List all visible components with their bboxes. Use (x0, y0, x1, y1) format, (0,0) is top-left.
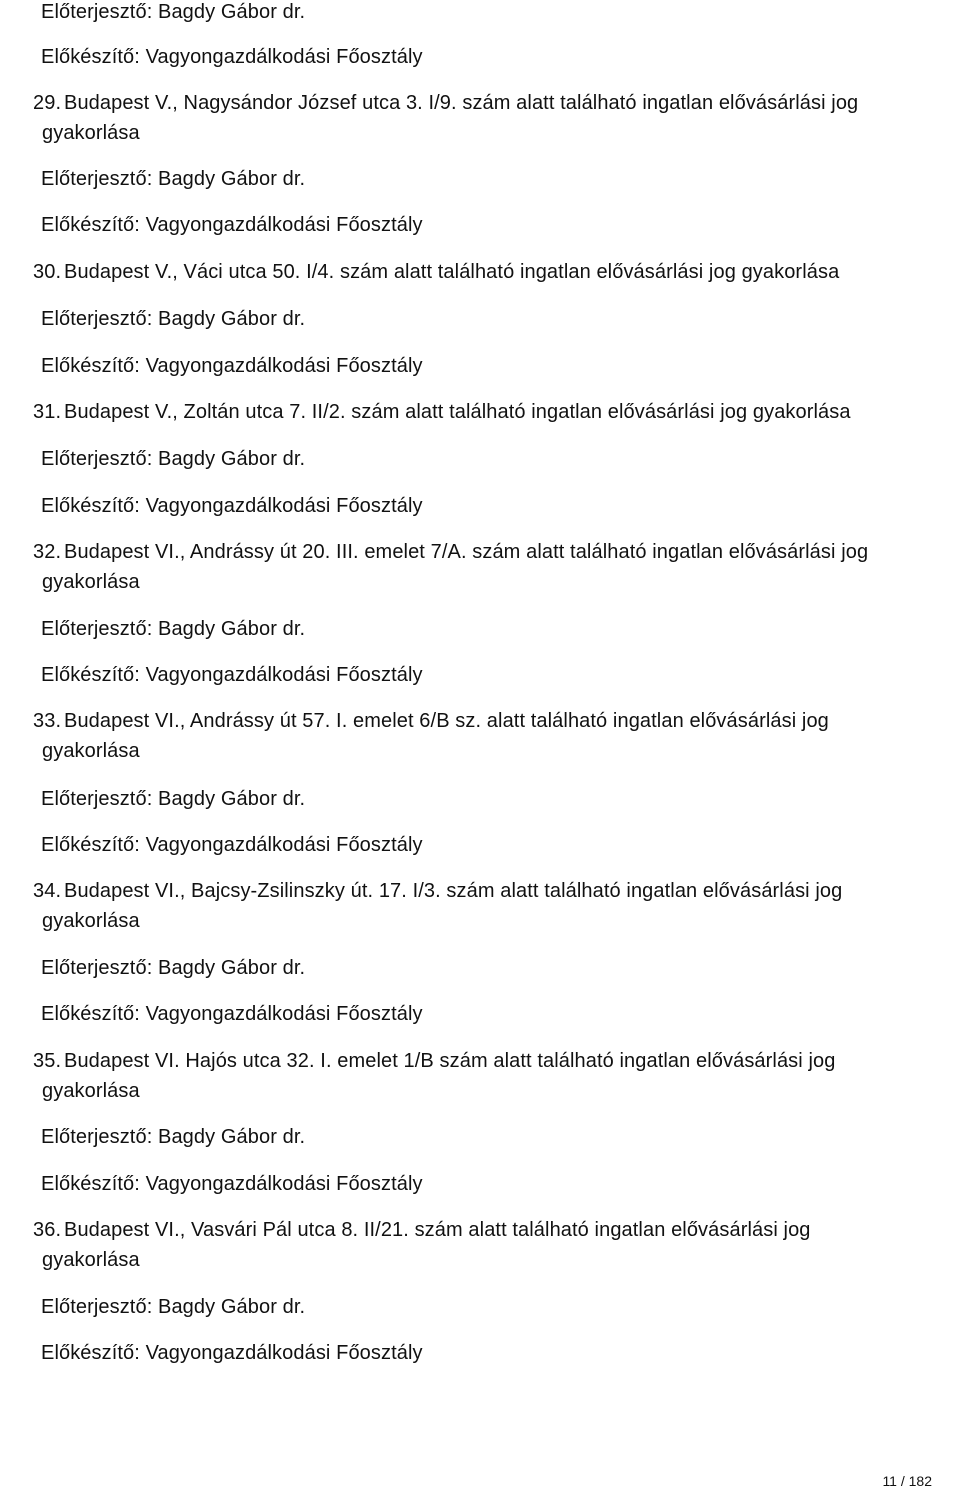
agenda-item-34 (33, 876, 913, 936)
item-title-continuation: gyakorlása (42, 571, 140, 593)
item-35-eloterjeszto: Előterjesztő: Bagdy Gábor dr. (41, 1126, 306, 1148)
item-36-elokeszito: Előkészítő: Vagyongazdálkodási Főosztály (41, 1342, 423, 1364)
item-title-continuation: gyakorlása (42, 1080, 140, 1102)
item-title: Budapest VI., Vasvári Pál utca 8. II/21. szám alatt található ingatlan elővásárlási jog (64, 1219, 811, 1241)
agenda-item-32 (33, 537, 913, 597)
item-number: 36. (33, 1219, 62, 1241)
item-number: 32. (33, 541, 62, 563)
item-30-eloterjeszto: Előterjesztő: Bagdy Gábor dr. (41, 308, 306, 330)
item-title: Budapest V., Váci utca 50. I/4. szám alatt található ingatlan elővásárlási jog gyakorlása (64, 261, 840, 283)
item-33-eloterjeszto: Előterjesztő: Bagdy Gábor dr. (41, 788, 306, 810)
item-title: Budapest VI., Andrássy út 20. III. emelet 7/A. szám alatt található ingatlan elővásárlási jog (64, 541, 869, 563)
item-32-eloterjeszto: Előterjesztő: Bagdy Gábor dr. (41, 618, 306, 640)
item-30-elokeszito: Előkészítő: Vagyongazdálkodási Főosztály (41, 355, 423, 377)
item-number: 33. (33, 710, 62, 732)
item-title: Budapest VI., Andrássy út 57. I. emelet 6/B sz. alatt található ingatlan elővásárlási jog (64, 710, 829, 732)
item-31-eloterjeszto: Előterjesztő: Bagdy Gábor dr. (41, 448, 306, 470)
item-title: Budapest V., Nagysándor József utca 3. I/9. szám alatt található ingatlan elővásárlási jog (64, 92, 859, 114)
item-36-eloterjeszto: Előterjesztő: Bagdy Gábor dr. (41, 1296, 306, 1318)
item-29-eloterjeszto: Előterjesztő: Bagdy Gábor dr. (41, 168, 306, 190)
agenda-item-31 (33, 397, 913, 427)
item-35-elokeszito: Előkészítő: Vagyongazdálkodási Főosztály (41, 1173, 423, 1195)
intro-eloterjeszto: Előterjesztő: Bagdy Gábor dr. (41, 1, 306, 23)
agenda-item-35 (33, 1046, 913, 1106)
agenda-item-29 (33, 88, 913, 148)
page-number: 11 / 182 (882, 1473, 932, 1489)
item-number: 29. (33, 92, 62, 114)
item-29-elokeszito: Előkészítő: Vagyongazdálkodási Főosztály (41, 214, 423, 236)
item-34-elokeszito: Előkészítő: Vagyongazdálkodási Főosztály (41, 1003, 423, 1025)
item-31-elokeszito: Előkészítő: Vagyongazdálkodási Főosztály (41, 495, 423, 517)
item-number: 30. (33, 261, 62, 283)
agenda-item-30 (33, 257, 913, 287)
item-number: 34. (33, 880, 62, 902)
item-title-continuation: gyakorlása (42, 740, 140, 762)
item-33-elokeszito: Előkészítő: Vagyongazdálkodási Főosztály (41, 834, 423, 856)
intro-elokeszito: Előkészítő: Vagyongazdálkodási Főosztály (41, 46, 423, 68)
item-title: Budapest VI. Hajós utca 32. I. emelet 1/B szám alatt található ingatlan elővásárlási jog (64, 1050, 836, 1072)
item-32-elokeszito: Előkészítő: Vagyongazdálkodási Főosztály (41, 664, 423, 686)
item-number: 31. (33, 401, 62, 423)
agenda-item-33 (33, 706, 913, 766)
agenda-item-36 (33, 1215, 913, 1275)
item-title-continuation: gyakorlása (42, 122, 140, 144)
item-34-eloterjeszto: Előterjesztő: Bagdy Gábor dr. (41, 957, 306, 979)
item-title-continuation: gyakorlása (42, 1249, 140, 1271)
item-title: Budapest V., Zoltán utca 7. II/2. szám alatt található ingatlan elővásárlási jog gyakorlása (64, 401, 851, 423)
item-title: Budapest VI., Bajcsy-Zsilinszky út. 17. I/3. szám alatt található ingatlan elővásárlási jog (64, 880, 843, 902)
item-number: 35. (33, 1050, 62, 1072)
item-title-continuation: gyakorlása (42, 910, 140, 932)
